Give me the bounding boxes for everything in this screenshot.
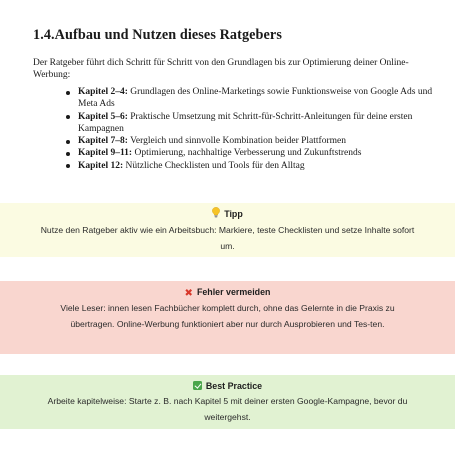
best-practice-title-row [40,379,415,394]
check-mark-icon [193,381,202,390]
best-practice-text: Arbeite kapitelweise: Starte z. B. nach Kapitel 5 mit deiner ersten Google-Kampagne, bevor du weitergehst. [47,396,408,422]
chapter-label: Kapitel 9–11: [78,148,133,159]
tip-text: Nutze den Ratgeber aktiv wie ein Arbeitsbuch: Markiere, teste Checklisten und setze Inhalte sofort um. [40,225,415,251]
chapter-description: Vergleich und sinnvolle Kombination beider Plattformen [127,136,346,147]
list-item [78,111,433,136]
chapter-description: Grundlagen des Online-Marketings sowie Funktionsweise von Google Ads und Meta Ads [78,87,433,110]
chapter-description: Praktische Umsetzung mit Schritt-für-Schritt-Anleitungen für deine ersten Kampagnen [78,111,413,134]
list-item [78,135,433,147]
list-item [78,147,433,159]
tip-callout [0,203,455,257]
error-title-row [40,285,415,301]
cross-mark-icon: ✖ [184,288,193,299]
intro-paragraph: Der Ratgeber führt dich Schritt für Schritt von den Grundlagen bis zur Optimierung deiner Online-Werbung: [33,58,409,81]
section-heading: 1.4.Aufbau und Nutzen dieses Ratgebers [33,27,282,43]
chapter-description: Optimierung, nachhaltige Verbesserung und Zukunftstrends [132,148,362,159]
chapter-list [33,86,433,172]
best-practice-title: Best Practice [205,381,263,391]
chapter-label: Kapitel 12: [78,160,124,171]
error-title: Fehler vermeiden [196,287,271,297]
best-practice-callout [0,375,455,429]
lightbulb-icon [212,207,220,223]
chapter-label: Kapitel 2–4: [78,87,128,97]
chapter-description: Nützliche Checklisten und Tools für den Alltag [123,160,305,171]
chapter-label: Kapitel 7–8: [78,136,128,147]
chapter-label: Kapitel 5–6: [78,111,128,122]
list-item [78,86,433,111]
tip-title: Tipp [224,209,243,219]
tip-title-row [40,207,415,223]
error-callout [0,281,455,354]
error-text: Viele Leser: innen lesen Fachbücher komplett durch, ohne das Gelernte in die Praxis zu übertragen. Online-Werbung funktioniert aber nur durch Ausprobieren und Tes-ten. [60,303,395,329]
list-item [78,160,433,172]
